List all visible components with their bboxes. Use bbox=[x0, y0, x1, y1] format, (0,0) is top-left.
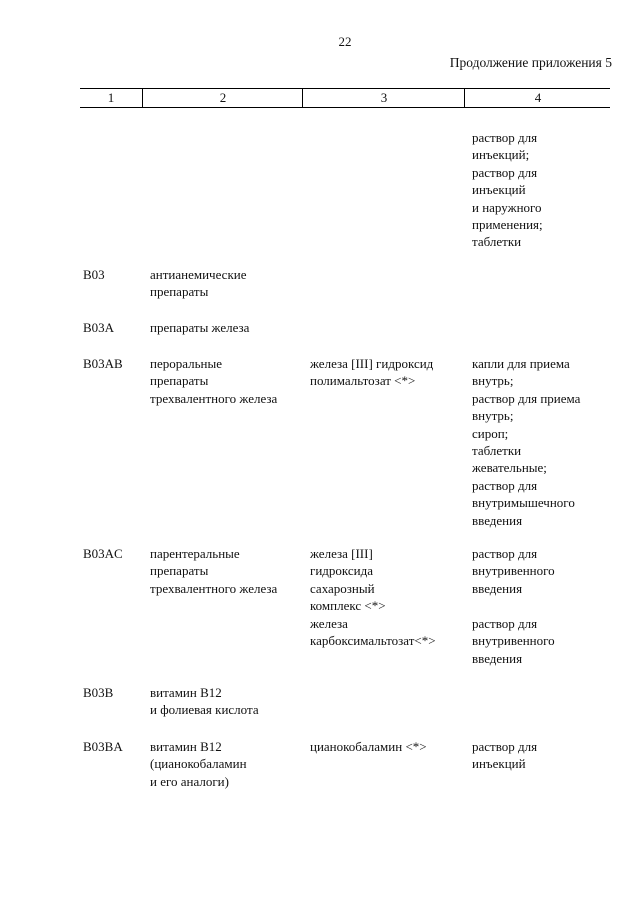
text-line: капли для приема bbox=[472, 356, 570, 371]
text-line: введения bbox=[472, 650, 523, 666]
substance-name bbox=[310, 738, 427, 755]
dosage-forms bbox=[472, 355, 580, 529]
substance-name bbox=[310, 615, 436, 650]
text-line: трехвалентного железа bbox=[150, 390, 278, 406]
group-name bbox=[150, 319, 249, 336]
text-line: гидроксида bbox=[310, 563, 374, 579]
dosage-forms bbox=[472, 738, 537, 773]
header-col-1: 1 bbox=[107, 90, 115, 105]
text-line: (цианокобаламин bbox=[150, 756, 247, 772]
text-line: цианокобаламин <*> bbox=[310, 739, 427, 754]
text-line: пероральные bbox=[150, 356, 222, 371]
group-name bbox=[150, 266, 247, 301]
table-header-row bbox=[80, 88, 610, 108]
substance-name bbox=[310, 545, 386, 615]
text-line: внутрь; bbox=[472, 373, 514, 389]
text-line: и наружного bbox=[472, 199, 542, 215]
atc-code: B03BA bbox=[83, 739, 123, 754]
header-col-2: 2 bbox=[142, 89, 303, 107]
text-line: раствор для bbox=[472, 616, 538, 631]
carryover-forms bbox=[472, 129, 543, 251]
text-line: и фолиевая кислота bbox=[150, 702, 259, 718]
text-line: раствор для bbox=[472, 546, 538, 561]
text-line: внутрь; bbox=[472, 408, 514, 424]
group-name bbox=[150, 738, 247, 790]
text-line: железа [III] гидроксид bbox=[310, 356, 434, 371]
text-line: препараты железа bbox=[150, 320, 250, 335]
page-number: 22 bbox=[338, 34, 352, 49]
text-line: жевательные; bbox=[472, 460, 547, 476]
group-name bbox=[150, 545, 277, 597]
text-line: железа [III] bbox=[310, 546, 373, 561]
text-line: введения bbox=[472, 580, 523, 596]
text-line: внутримышечного bbox=[472, 495, 575, 511]
atc-code: B03AB bbox=[83, 356, 123, 371]
dosage-forms bbox=[472, 615, 555, 667]
text-line: комплекс <*> bbox=[310, 598, 386, 614]
text-line: железа bbox=[310, 616, 348, 631]
text-line: внутривенного bbox=[472, 633, 555, 649]
text-line: сахарозный bbox=[310, 580, 375, 596]
atc-code: B03A bbox=[83, 320, 115, 335]
text-line: таблетки bbox=[472, 234, 522, 250]
text-line: препараты bbox=[150, 563, 209, 579]
text-line: карбоксимальтозат<*> bbox=[310, 633, 436, 649]
text-line: витамин B12 bbox=[150, 739, 222, 754]
group-name bbox=[150, 684, 259, 719]
text-line: полимальтозат <*> bbox=[310, 373, 416, 389]
text-line: введения bbox=[472, 512, 523, 528]
substance-name bbox=[310, 355, 433, 390]
text-line: трехвалентного железа bbox=[150, 580, 278, 596]
text-line: и его аналоги) bbox=[150, 773, 229, 789]
atc-code: B03B bbox=[83, 685, 114, 700]
text-line: сироп; bbox=[472, 425, 509, 441]
text-line: инъекций bbox=[472, 756, 526, 772]
text-line: раствор для bbox=[472, 130, 538, 145]
text-line: применения; bbox=[472, 217, 543, 233]
dosage-forms bbox=[472, 545, 555, 597]
atc-code: B03AC bbox=[83, 546, 123, 561]
text-line: раствор для bbox=[472, 477, 538, 493]
header-col-3: 3 bbox=[302, 89, 465, 107]
atc-code: B03 bbox=[83, 267, 105, 282]
text-line: инъекций; bbox=[472, 147, 530, 163]
text-line: раствор для bbox=[472, 164, 538, 180]
header-col-4: 4 bbox=[464, 89, 611, 107]
continuation-caption: Продолжение приложения 5 bbox=[449, 55, 612, 70]
text-line: раствор для bbox=[472, 739, 538, 754]
text-line: раствор для приема bbox=[472, 390, 581, 406]
text-line: внутривенного bbox=[472, 563, 555, 579]
text-line: витамин B12 bbox=[150, 685, 222, 700]
text-line: препараты bbox=[150, 284, 209, 300]
text-line: антианемические bbox=[150, 267, 247, 282]
text-line: парентеральные bbox=[150, 546, 240, 561]
text-line: инъекций bbox=[472, 182, 526, 198]
text-line: таблетки bbox=[472, 443, 522, 459]
group-name bbox=[150, 355, 277, 407]
text-line: препараты bbox=[150, 373, 209, 389]
